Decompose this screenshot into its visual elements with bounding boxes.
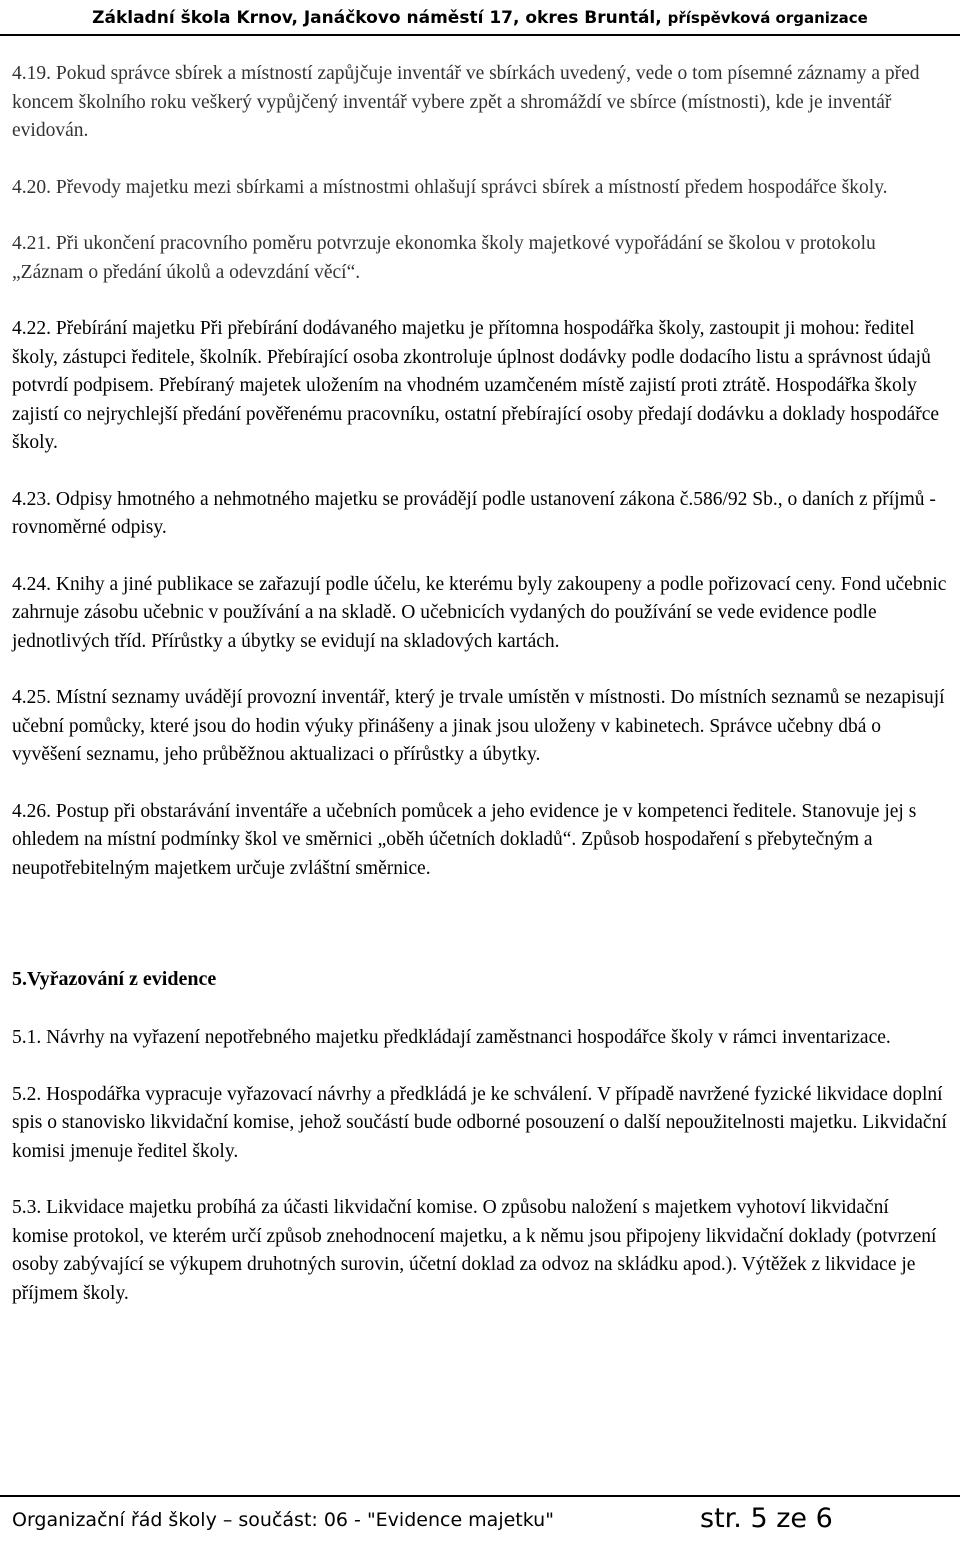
page-footer: [0, 1495, 960, 1541]
paragraph-text: Knihy a jiné publikace se zařazují podle účelu, ke kterému byly zakoupeny a podle pořizovací ceny. Fond učebnic zahrnuje zásobu učebnic v používání a na skladě. O učebnicích vydaných do používání se vede evidence podle jednotlivých tříd. Přírůstky a úbytky se evidují na skladových kartách.: [12, 573, 947, 652]
paragraph-number: 4.21.: [12, 233, 51, 254]
paragraph-number: 5.1.: [12, 1027, 42, 1048]
paragraph-4-24: [12, 571, 948, 657]
paragraph-5-3: [12, 1194, 948, 1308]
paragraph-number: 4.26.: [12, 800, 51, 822]
paragraph-number: 5.3.: [12, 1197, 42, 1218]
paragraph-text: Hospodářka vypracuje vyřazovací návrhy a předkládá je ke schválení. V případě navržené fyzické likvidace doplní spis o stanovisko likvidační komise, jehož součástí bude odborné posouzení o další nepoužitelnosti majetku. Likvidační komisi jmenuje ředitel školy.: [12, 1083, 947, 1162]
paragraph-4-23: [12, 486, 948, 543]
paragraph-4-22: [12, 315, 948, 458]
paragraph-text: Návrhy na vyřazení nepotřebného majetku předkládají zaměstnanci hospodářce školy v rámci inventarizace.: [41, 1027, 891, 1048]
paragraph-4-25: [12, 684, 948, 770]
paragraph-text: Při ukončení pracovního poměru potvrzuje ekonomka školy majetkové vypořádání se školou v protokolu „Záznam o předání úkolů a odevzdání věcí“.: [12, 233, 876, 283]
paragraph-text: Převody majetku mezi sbírkami a místnostmi ohlašují správci sbírek a místností předem hospodářce školy.: [51, 176, 888, 198]
paragraph-text: Odpisy hmotného a nehmotného majetku se provádějí podle ustanovení zákona č.586/92 Sb., o daních z příjmů - rovnoměrné odpisy.: [12, 488, 936, 538]
document-body: [12, 60, 948, 1336]
paragraph-number: 4.22.: [12, 318, 51, 339]
paragraph-number: 4.24.: [12, 573, 51, 595]
paragraph-text: Pokud správce sbírek a místností zapůjčuje inventář ve sbírkách uvedený, vede o tom písemné záznamy a před koncem školního roku veškerý vypůjčený inventář vybere zpět a shromáždí ve sbírce (místnosti), kde je inventář evidován.: [12, 63, 920, 141]
paragraph-number: 4.25.: [12, 687, 51, 708]
paragraph-text: Přebírání majetku Při přebírání dodávaného majetku je přítomna hospodářka školy, zastoupit ji mohou: ředitel školy, zástupci ředitele, školník. Přebírající osoba zkontroluje úplnost dodávky podle dodacího listu a správnost údajů potvrdí podpisem. Přebíraný majetek uložením na vhodném uzamčeném místě zajistí proti ztrátě. Hospodářka školy zajistí co nejrychlejší předání pověřenému pracovníku, ostatní přebírající osoby předají dodávku a doklady hospodářce školy.: [12, 318, 940, 453]
paragraph-text: Likvidace majetku probíhá za účasti likvidační komise. O způsobu naložení s majetkem vyhotoví likvidační komise protokol, ve kterém určí způsob znehodnocení majetku, a k němu jsou připojeny likvidační doklady (potvrzení osoby zabývající se výkupem druhotných surovin, účetní doklad za odvoz na skládku apod.). Výtěžek z likvidace je příjmem školy.: [12, 1197, 937, 1304]
footer-page-number: str. 5 ze 6: [700, 1503, 833, 1534]
paragraph-number: 4.23.: [12, 488, 51, 510]
paragraph-text: Postup při obstarávání inventáře a učebních pomůcek a jeho evidence je v kompetenci ředitele. Stanovuje jej s ohledem na místní podmínky škol ve směrnici „oběh účetních dokladů“. Způsob hospodaření s přebytečným a neupotřebitelným majetkem určuje zvláštní směrnice.: [12, 800, 917, 879]
header-subtitle: příspěvková organizace: [667, 9, 868, 27]
paragraph-4-26: [12, 798, 948, 884]
paragraph-4-19: [12, 60, 948, 146]
paragraph-4-20: [12, 174, 948, 203]
header-title: Základní škola Krnov, Janáčkovo náměstí 17, okres Bruntál,: [92, 8, 668, 28]
paragraph-5-1: [12, 1024, 948, 1053]
paragraph-number: 4.19.: [12, 63, 51, 84]
paragraph-number: 4.20.: [12, 176, 51, 198]
footer-document-name: Organizační řád školy – součást: 06 - "Evidence majetku": [12, 1509, 554, 1531]
paragraph-number: 5.2.: [12, 1083, 42, 1105]
paragraph-text: Místní seznamy uvádějí provozní inventář, který je trvale umístěn v místnosti. Do místních seznamů se nezapisují učební pomůcky, které jsou do hodin výuky přinášeny a jinak jsou uloženy v kabinetech. Správce učebny dbá o vyvěšení seznamu, jeho průběžnou aktualizaci o přírůstky a úbytky.: [12, 687, 945, 765]
section-heading: 5.Vyřazování z evidence: [12, 968, 217, 990]
paragraph-4-21: [12, 230, 948, 287]
paragraph-5-2: [12, 1081, 948, 1167]
page-header: [0, 0, 960, 36]
